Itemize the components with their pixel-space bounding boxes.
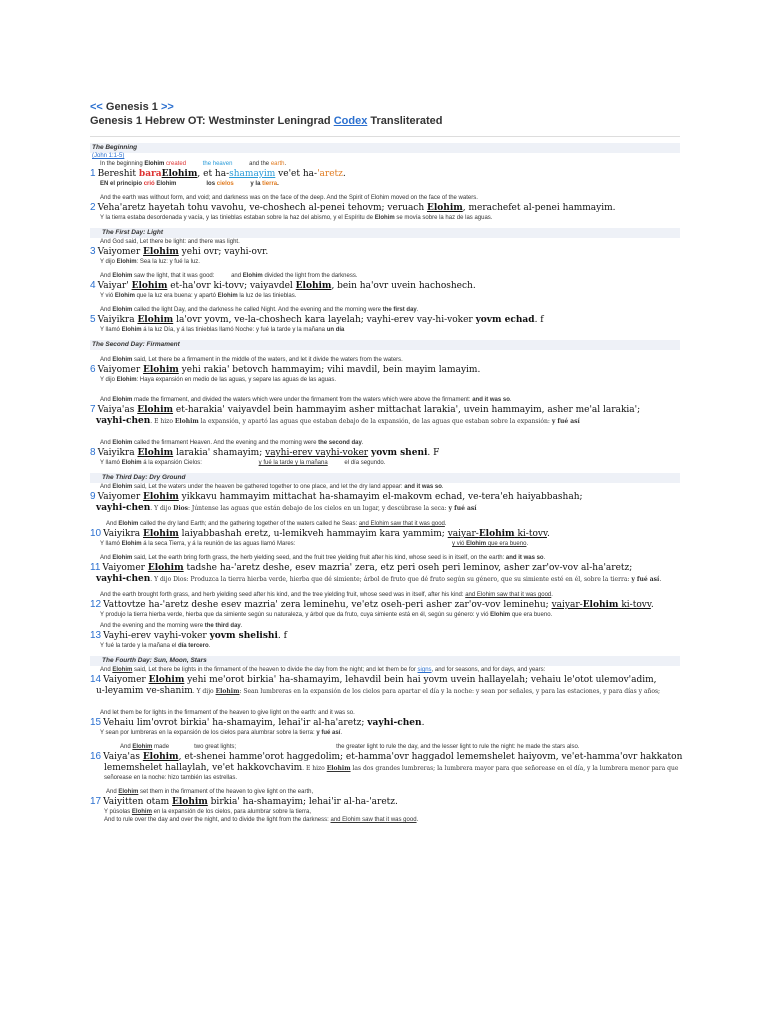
english-translation: And Elohim said, Let there be a firmament in the middle of the waters, and let it divide the waters from the waters. xyxy=(100,357,403,363)
verse-number[interactable]: 1 xyxy=(90,168,96,179)
spanish-translation: Y dijo Elohim: Sea la luz: y fué la luz. xyxy=(100,259,200,265)
spanish-translation: Y púsolas Elohim en la expansión de los cielos, para alumbrar sobre la tierra, xyxy=(104,809,312,815)
spanish-translation: Y llamó Elohim á la seca Tierra, y á la reunión de las aguas llamó Mares: y vió Elohim que era bueno. xyxy=(100,541,529,547)
english-translation: And let them be for lights in the firmament of the heaven to give light on the earth: and it was so. xyxy=(100,710,355,716)
chapter-nav xyxy=(90,101,680,114)
verse-17: 17 Vaiyitten otam Elohim birkia' ha-shamayim; lehai'ir al-ha-'aretz. xyxy=(90,796,398,807)
chapter-title: Genesis 1 xyxy=(105,101,158,113)
spanish-translation: Y la tierra estaba desordenada y vacía, y las tinieblas estaban sobre la haz del abismo, y el Espíritu de Elohim se movía sobre la haz de las aguas. xyxy=(100,215,493,221)
spanish-translation: Y llamó Elohim á la luz Día, y á las tinieblas llamó Noche: y fué la tarde y la mañana un día xyxy=(100,327,345,333)
english-translation: And Elohim called the light Day, and the darkness he called Night. And the evening and the morning were the first day. xyxy=(100,307,419,313)
verse-5: 5 Vaiyikra Elohim la'ovr yovm, ve-la-choshech kara layelah; vayhi-erev vay-hi-voker yovm echad. f xyxy=(90,314,544,325)
english-translation: And the earth was without form, and void; and darkness was on the face of the deep. And the Spirit of Elohim moved on the face of the waters. xyxy=(100,195,478,201)
spanish-translation: Y produjo la tierra hierba verde, hierba que da simiente según su naturaleza, y árbol que da fruto, cuya simiente está en él, según su género: y vió Elohim que era bueno. xyxy=(100,612,553,618)
section-heading-day1: The First Day: Light xyxy=(90,228,680,238)
english-translation: And Elohim saw the light, that it was good: and Elohim divided the light from the darkness. xyxy=(100,273,358,279)
verse-1: 1 Bereshit baraElohim, et ha-shamayim ve'et ha-'aretz. xyxy=(90,168,346,179)
english-translation: And to rule over the day and over the night, and to divide the light from the darkness: and Elohim saw that it was good. xyxy=(104,817,419,823)
spanish-translation: Y llamó Elohim á la expansión Cielos: y fué la tarde y la mañana el día segundo. xyxy=(100,460,386,466)
verse-number[interactable]: 9 xyxy=(90,491,96,502)
english-translation: And God said, Let there be light: and there was light. xyxy=(100,239,240,245)
section-heading-day3: The Third Day: Dry Ground xyxy=(90,473,680,483)
section-heading-day4: The Fourth Day: Sun, Moon, Stars xyxy=(90,656,680,666)
verse-number[interactable]: 8 xyxy=(90,447,96,458)
signs-link[interactable]: signs xyxy=(417,667,432,673)
verse-14-cont: u-leyamim ve-shanim. Y dijo Elohim: Sean lumbreras en la expansión de los cielos para apartar el día y la noche: y sean por señales, y para las estaciones, y para días y años; xyxy=(96,686,661,696)
english-translation: And the earth brought forth grass, and herb yielding seed after his kind, and the tree yielding fruit, whose seed was in itself, after his kind: and Elohim saw that it was good. xyxy=(100,592,553,598)
cross-reference-link[interactable]: (John 1:1-5) xyxy=(92,153,125,159)
english-translation: And Elohim set them in the firmament of the heaven to give light on the earth, xyxy=(106,789,314,795)
verse-number[interactable]: 3 xyxy=(90,246,96,257)
verse-11-cont: vayhi-chen. Y dijo Dios: Produzca la tierra hierba verde, hierba que dé simiente; árbol de fruto que dé fruto según su género, que su simiente esté en él, sobre la tierra: y fué así. xyxy=(96,574,662,584)
verse-12: 12 Vattovtze ha-'aretz deshe esev mazria' zera leminehu, ve'etz oseh-peri asher zar'ov-vov leminehu; vaiyar-Elohim ki-tovv. xyxy=(90,599,654,610)
english-translation: And Elohim said, Let there be lights in the firmament of the heaven to divide the day from the night; and let them be for signs, and for seasons, and for days, and years: xyxy=(100,667,546,673)
english-translation: And Elohim called the dry land Earth; and the gathering together of the waters called he Seas: and Elohim saw that it was good. xyxy=(106,521,447,527)
section-heading-day2: The Second Day: Firmament xyxy=(90,340,680,350)
verse-gloss: In the beginning Elohim created the heaven and the earth. xyxy=(100,161,287,167)
spanish-translation: señorease en la noche: hizo también las estrellas. xyxy=(104,775,238,781)
next-chapter-link[interactable]: >> xyxy=(160,101,174,113)
spanish-translation: Y dijo Elohim: Haya expansión en medio de las aguas, y separe las aguas de las aguas. xyxy=(100,377,337,383)
english-translation: And Elohim made the firmament, and divided the waters which were under the firmament from the waters which were above the firmament: and it was so. xyxy=(100,397,512,403)
spanish-translation: Y sean por lumbreras en la expansión de los cielos para alumbrar sobre la tierra: y fué así. xyxy=(100,730,343,736)
verse-2: 2 Veha'aretz hayetah tohu vavohu, ve-choshech al-penei tehovm; veruach Elohim, merachefet al-penei hammayim. xyxy=(90,202,616,213)
verse-number[interactable]: 12 xyxy=(90,599,102,610)
verse-7: 7 Vaiya'as Elohim et-harakia' vaiyavdel bein hammayim asher mittachat larakia', uvein hammayim, asher me'al larakia'; xyxy=(90,404,641,415)
english-translation: And Elohim said, Let the waters under the heaven be gathered together to one place, and let the dry land appear: and it was so. xyxy=(100,484,444,490)
verse-11: 11 Vaiyomer Elohim tadshe ha-'aretz deshe, esev mazria' zera, etz peri oseh peri leminov, asher zar'ov-vov al-ha'aretz; xyxy=(90,562,633,573)
verse-number[interactable]: 2 xyxy=(90,202,96,213)
english-translation: And Elohim said, Let the earth bring forth grass, the herb yielding seed, and the fruit tree yielding fruit after his kind, whose seed is in itself, on the earth: and it was so. xyxy=(100,555,546,561)
verse-number[interactable]: 10 xyxy=(90,528,102,539)
spanish-translation: EN el principio crió Elohim los cielos y la tierra. xyxy=(100,181,279,187)
verse-number[interactable]: 6 xyxy=(90,364,96,375)
verse-number[interactable]: 14 xyxy=(90,674,102,685)
verse-number[interactable]: 17 xyxy=(90,796,102,807)
verse-number[interactable]: 5 xyxy=(90,314,96,325)
verse-14: 14 Vaiyomer Elohim yehi me'orot birkia' ha-shamayim, lehavdil bein hai yovm uvein hallayelah; vehaiu le'otot ulemov'adim, xyxy=(90,674,657,685)
verse-number[interactable]: 7 xyxy=(90,404,96,415)
verse-number[interactable]: 15 xyxy=(90,717,102,728)
verse-9-cont: vayhi-chen. Y dijo Dios: Júntense las aguas que están debajo de los cielos en un lugar, y descúbrase la seca: y fué así xyxy=(96,503,477,513)
verse-8: 8 Vaiyikra Elohim larakia' shamayim; vayhi-erev vayhi-voker yovm sheni. F xyxy=(90,447,440,458)
english-translation: And Elohim called the firmament Heaven. And the evening and the morning were the second day. xyxy=(100,440,364,446)
verse-4: 4 Vaiyar' Elohim et-ha'ovr ki-tovv; vaiyavdel Elohim, bein ha'ovr uvein hachoshech. xyxy=(90,280,476,291)
prev-chapter-link[interactable]: << xyxy=(90,101,103,113)
verse-15: 15 Vehaiu lim'ovrot birkia' ha-shamayim, lehai'ir al-ha'aretz; vayhi-chen. xyxy=(90,717,425,728)
codex-link[interactable]: Codex xyxy=(333,115,368,127)
verse-13: 13 Vayhi-erev vayhi-voker yovm shelishi. f xyxy=(90,630,287,641)
verse-16-cont: lememshelet hallaylah, ve'et hakkovchavim. E hizo Elohim las dos grandes lumbreras; la lumbrera mayor para que señorease en el día, y la lumbrera menor para que xyxy=(104,763,679,773)
verse-number[interactable]: 4 xyxy=(90,280,96,291)
verse-number[interactable]: 16 xyxy=(90,751,102,762)
verse-9: 9 Vaiyomer Elohim yikkavu hammayim mittachat ha-shamayim el-makovm echad, ve-tera'eh haiyabbashah; xyxy=(90,491,583,502)
english-translation: And the evening and the morning were the third day. xyxy=(100,623,243,629)
verse-16: 16 Vaiya'as Elohim, et-shenei hamme'orot haggedolim; et-hamma'ovr haggadol lememshelet haiyovm, ve'et-hamma'ovr hakkaton xyxy=(90,751,683,762)
spanish-translation: Y fué la tarde y la mañana el día tercero. xyxy=(100,643,211,649)
verse-number[interactable]: 13 xyxy=(90,630,102,641)
spanish-translation: Y vió Elohim que la luz era buena: y apartó Elohim la luz de las tinieblas. xyxy=(100,293,297,299)
section-heading-beginning: The Beginning xyxy=(90,143,680,153)
verse-7-cont: vayhi-chen. E hizo Elohim la expansión, y apartó las aguas que estaban debajo de la expansión, de las aguas que estaban sobre la expansión: y fué así xyxy=(96,416,580,426)
chapter-page xyxy=(90,101,683,824)
divider xyxy=(90,136,680,137)
english-translation: And Elohim made two great lights; the greater light to rule the day, and the lesser light to rule the night: he made the stars also. xyxy=(120,744,580,750)
verse-number[interactable]: 11 xyxy=(90,562,101,573)
verse-3: 3 Vaiyomer Elohim yehi ovr; vayhi-ovr. xyxy=(90,246,269,257)
page-title: Genesis 1 Hebrew OT: Westminster Leningrad Codex Transliterated xyxy=(90,115,443,127)
verse-10: 10 Vaiyikra Elohim laiyabbashah eretz, u-lemikveh hammayim kara yammim; vaiyar-Elohim ki-tovv. xyxy=(90,528,550,539)
verse-6: 6 Vaiyomer Elohim yehi rakia' betovch hammayim; vihi mavdil, bein mayim lamayim. xyxy=(90,364,481,375)
